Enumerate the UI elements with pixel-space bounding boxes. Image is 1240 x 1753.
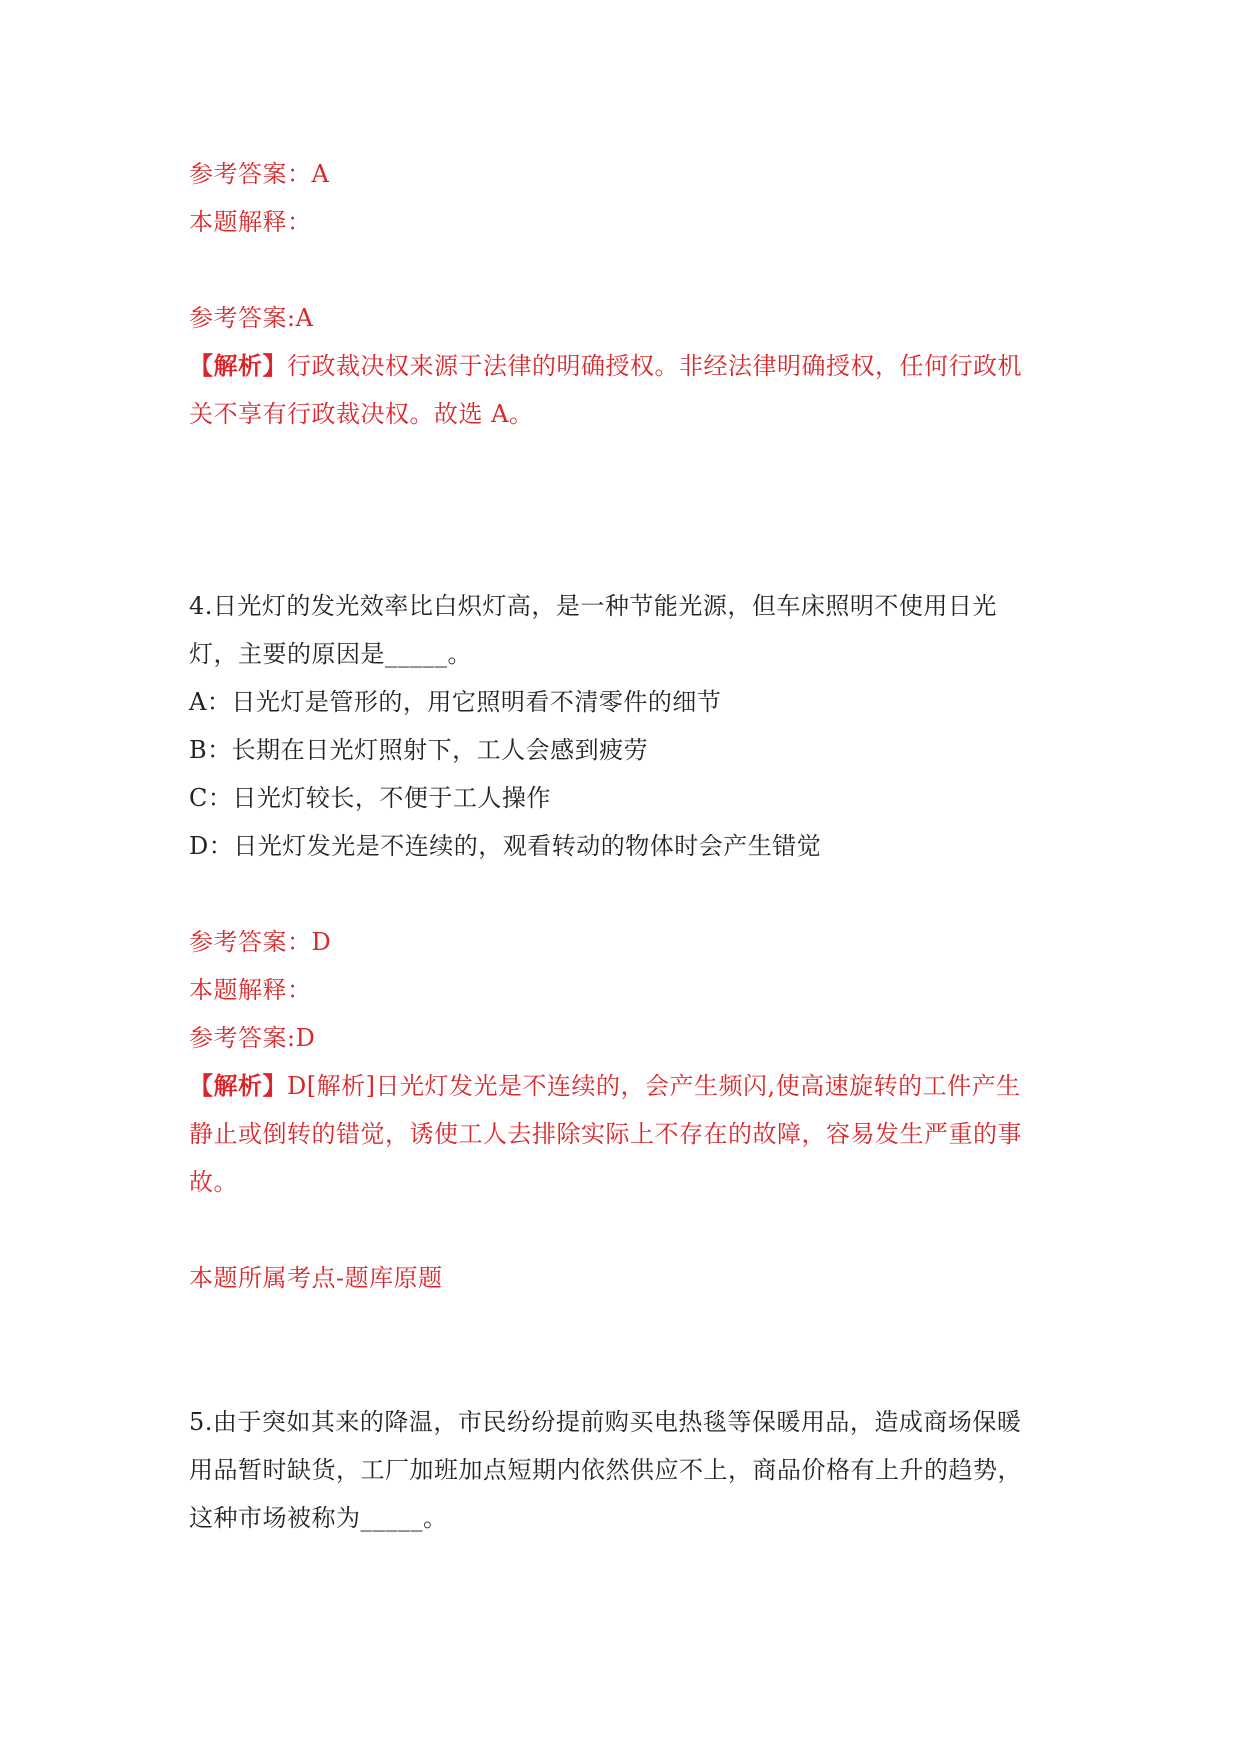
q4-answer-label: 参考答案：D (189, 928, 332, 956)
q4-analysis-line3: 故。 (189, 1168, 238, 1196)
q4-option-b: B：长期在日光灯照射下，工人会感到疲劳 (189, 736, 649, 764)
q4-topic: 本题所属考点-题库原题 (189, 1264, 443, 1292)
q3-analysis-line1 (189, 350, 1059, 382)
q5-stem-line1: 5.由于突如其来的降温，市民纷纷提前购买电热毯等保暖用品，造成商场保暖 (189, 1408, 1022, 1436)
q4-option-a: A：日光灯是管形的，用它照明看不清零件的细节 (189, 688, 722, 716)
q4-answer-label-2: 参考答案:D (189, 1024, 316, 1052)
q4-stem-line1: 4.日光灯的发光效率比白炽灯高，是一种节能光源，但车床照明不使用日光 (189, 592, 997, 620)
q4-option-d: D：日光灯发光是不连续的，观看转动的物体时会产生错觉 (189, 832, 822, 860)
q3-analysis-tag: 【解析】 (189, 351, 287, 380)
q5-stem-line2: 用品暂时缺货，工厂加班加点短期内依然供应不上，商品价格有上升的趋势， (189, 1456, 1022, 1484)
q3-analysis-line2: 关不享有行政裁决权。故选 A。 (189, 400, 534, 428)
q3-answer-label-2: 参考答案:A (189, 304, 314, 332)
q4-option-c: C：日光灯较长，不便于工人操作 (189, 784, 551, 812)
q4-explain-label: 本题解释： (189, 976, 312, 1004)
q3-explain-label: 本题解释： (189, 208, 312, 236)
q3-answer-label: 参考答案：A (189, 160, 330, 188)
q5-stem-line3: 这种市场被称为_____。 (189, 1504, 448, 1532)
q4-analysis-line2: 静止或倒转的错觉，诱使工人去排除实际上不存在的故障，容易发生严重的事 (189, 1120, 1022, 1148)
q4-stem-line2: 灯，主要的原因是_____。 (189, 640, 472, 668)
q4-analysis-tag: 【解析】 (189, 1071, 287, 1100)
q3-analysis-text-1: 行政裁决权来源于法律的明确授权。非经法律明确授权，任何行政机 (287, 352, 1022, 380)
q4-analysis-text-1: D[解析]日光灯发光是不连续的，会产生频闪,使高速旋转的工件产生 (287, 1072, 1021, 1100)
q4-analysis-line1 (189, 1070, 1059, 1102)
